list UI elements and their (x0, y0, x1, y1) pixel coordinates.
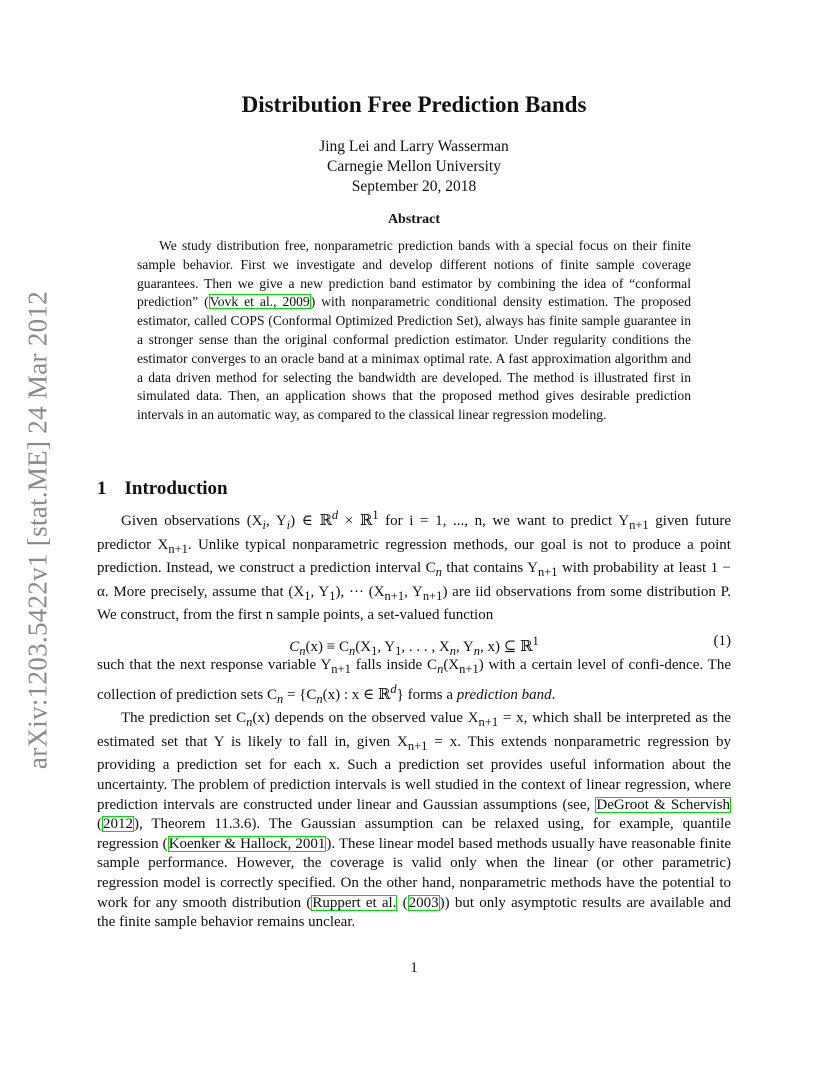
paragraph-2: such that the next response variable $Y_{n+1}$ falls inside $C_n(X_{n+1})$ with a certain level of confi-dence. The collection of prediction sets $C_n = \{C_n(x)$ : x ∈ ℝ$^d$} forms a prediction band. (97, 656, 731, 706)
page-number: 1 (410, 960, 418, 976)
author-names: Jing Lei and Larry Wasserman (319, 138, 509, 155)
equation-1 (97, 626, 731, 656)
paper-title: Distribution Free Prediction Bands (241, 92, 587, 117)
citation-link-ruppert[interactable]: Ruppert et al. (312, 894, 397, 911)
citation-year-ruppert[interactable]: 2003 (408, 894, 439, 911)
paragraph-3: The prediction set $C_n(x)$ depends on the observed value $X_{n+1} = x$, which shall be interpreted as the estimated set that Y is likely to fall in, given $X_{n+1} = x$. This extends nonparametric regression by providing a prediction set for each x. Such a prediction set provides useful information about the uncertainty. The problem of prediction intervals is well studied in the context of linear regression, where prediction intervals are constructed under linear and Gaussian assumptions (see, DeGroot & Schervish (2012), Theorem 11.3.6). The Gaussian assumption can be relaxed using, for example, quantile regression (Koenker & Hallock, 2001). These linear model based methods usually have reasonable finite sample performance. However, the coverage is valid only when the linear (or other parametric) regression model is correctly specified. On the other hand, nonparametric methods have the potential to work for any smooth distribution (Ruppert et al. (2003)) but only asymptotic results are available and the finite sample behavior remains unclear. (97, 710, 732, 931)
citation-link-koenker[interactable]: Koenker & Hallock, 2001 (168, 835, 326, 852)
citation-link-vovk[interactable]: Vovk et al., 2009 (209, 294, 310, 310)
citation-link-degroot[interactable]: DeGroot & Schervish (596, 796, 730, 813)
arxiv-stamp (18, 280, 58, 780)
section-number: 1 (97, 478, 107, 499)
paragraph-1: Given observations ($X_i$, $Y_i$) ∈ ℝ$^d$ × ℝ$^1$ for i = 1, ..., n, we want to predict $Y_{n+1}$ given future predictor $X_{n+1}$. Unlike typical nonparametric regression methods, our goal is not to produce a point prediction. Instead, we construct a prediction interval $C_n$ that contains $Y_{n+1}$ with probability at least 1 − α. More precisely, assume that ($X_1$, $Y_1$), ··· ($X_{n+1}$, $Y_{n+1}$) are iid observations from some distribution P. We construct, from the first n sample points, a set-valued function (97, 508, 732, 624)
section-title: Introduction (124, 478, 228, 499)
equation-number: (1) (713, 632, 731, 649)
abstract-paragraph: We study distribution free, nonparametric prediction bands with a special focus on their finite sample behavior. First we investigate and develop different notions of finite sample coverage guarantees. Then we give a new prediction band estimator by combining the idea of “conformal prediction” (Vovk et al., 2009) with nonparametric conditional density estimation. The proposed estimator, called COPS (Conformal Optimized Prediction Set), always has finite sample guarantee in a stronger sense than the original conformal prediction estimator. Under regularity conditions the estimator converges to an oracle band at a minimax optimal rate. A fast approximation algorithm and a data driven method for selecting the bandwidth are developed. The method is illustrated first in simulated data. Then, an application shows that the proposed method gives desirable prediction intervals in an automatic way, as compared to the classical linear regression modeling. (137, 238, 691, 423)
author-affiliation: Carnegie Mellon University (327, 158, 501, 175)
paper-date: September 20, 2018 (351, 178, 477, 195)
main-text (97, 506, 731, 933)
equation-body: $C_n(x) \equiv C_n(X_1$, $Y_1$, . . . , $X_n$, $Y_n$, x) ⊆ ℝ$^1$ (289, 633, 539, 658)
section-heading (97, 478, 228, 500)
author-block (0, 137, 828, 197)
abstract-body (137, 237, 691, 425)
arxiv-stamp-text: arXiv:1203.5422v1 [stat.ME] 24 Mar 2012 (22, 290, 53, 770)
abstract-heading: Abstract (387, 212, 441, 227)
citation-year-degroot[interactable]: 2012 (103, 816, 133, 833)
